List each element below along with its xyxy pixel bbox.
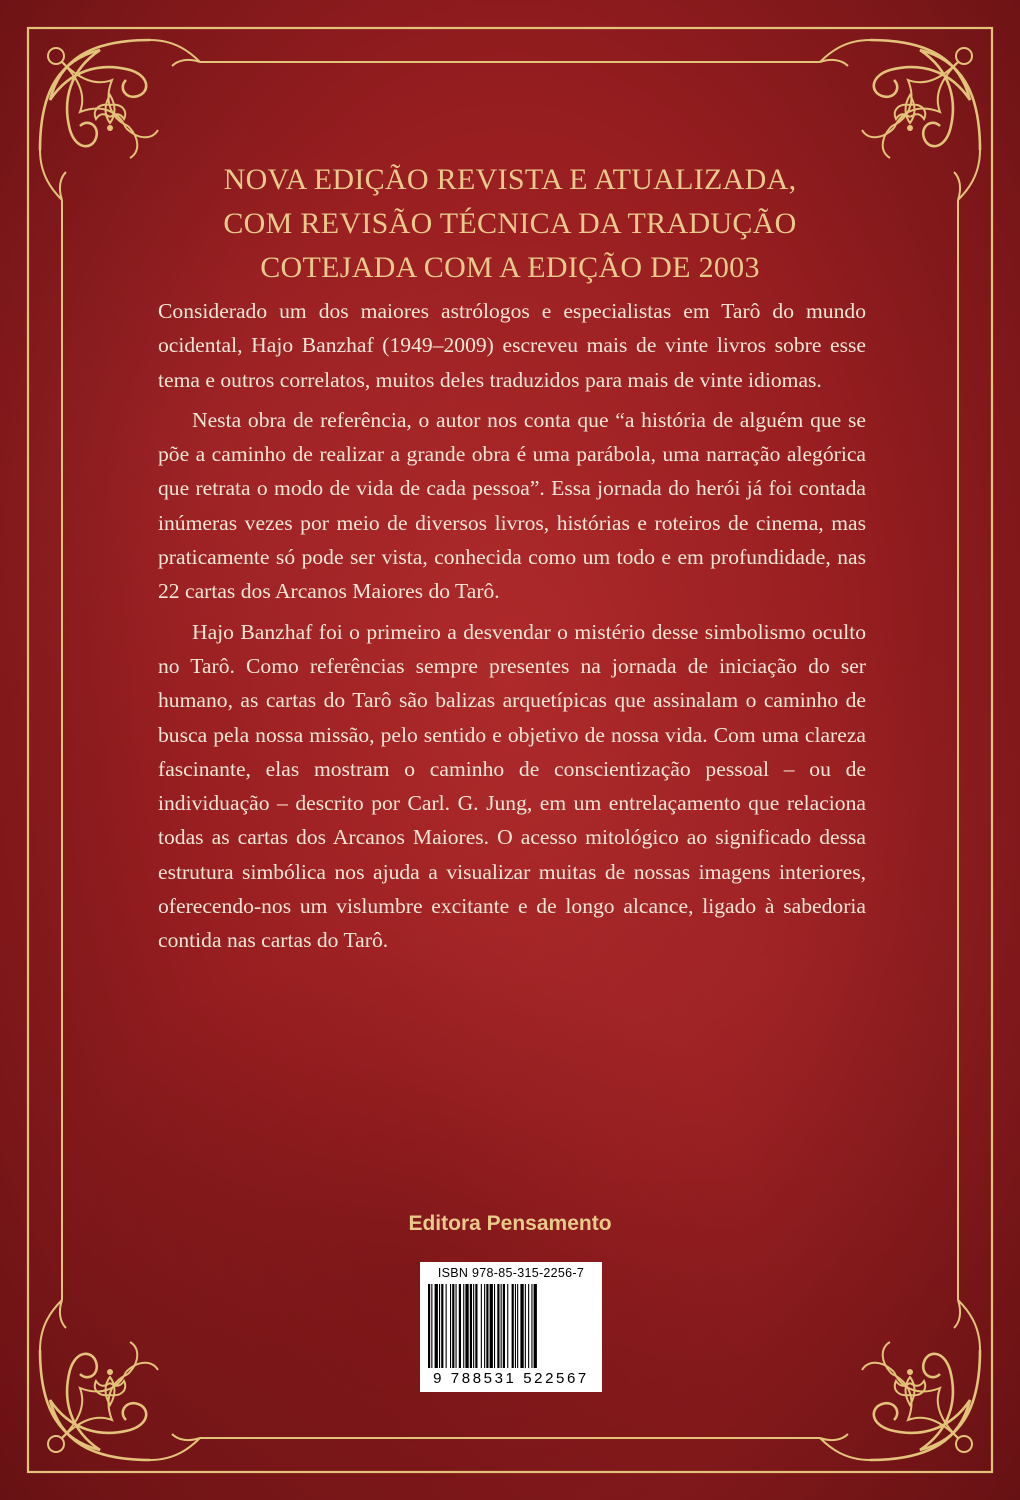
barcode-bar xyxy=(484,1284,485,1368)
publisher-name: Editora Pensamento xyxy=(408,1212,612,1235)
barcode-bar xyxy=(435,1284,438,1368)
barcode-bar xyxy=(525,1284,526,1368)
barcode-bar xyxy=(507,1284,508,1368)
barcode-bar xyxy=(503,1284,505,1368)
headline-line-2: COM REVISÃO TÉCNICA DA TRADUÇÃO xyxy=(223,207,797,240)
barcode-bar xyxy=(446,1284,447,1368)
barcode-bars xyxy=(428,1284,594,1368)
barcode-bar xyxy=(441,1284,443,1368)
barcode-bar xyxy=(501,1284,502,1368)
headline-line-3: COTEJADA COM A EDIÇÃO DE 2003 xyxy=(260,251,760,284)
barcode-bar xyxy=(486,1284,488,1368)
edition-headline xyxy=(120,158,900,290)
barcode-bar xyxy=(459,1284,461,1368)
headline-line-1: NOVA EDIÇÃO REVISTA E ATUALIZADA, xyxy=(223,163,797,196)
barcode-bar xyxy=(528,1284,529,1368)
barcode-bar xyxy=(456,1284,457,1368)
barcode-bar xyxy=(481,1284,482,1368)
barcode-bar xyxy=(465,1284,468,1368)
barcode-bar xyxy=(534,1284,537,1368)
barcode-bar xyxy=(490,1284,493,1368)
barcode-bar xyxy=(520,1284,523,1368)
barcode-bar xyxy=(452,1284,454,1368)
isbn-label: ISBN 978-85-315-2256-7 xyxy=(437,1266,585,1280)
barcode-digits: 9 788531 522567 xyxy=(433,1370,589,1387)
synopsis-paragraph-2: Nesta obra de referência, o autor nos conta que “a história de alguém que se põe a caminho de realizar a grande obra é uma parábola, uma narração alegórica que retrata o modo de vida de cada pessoa”. Essa jornada do herói já foi contada inúmeras vezes por meio de diversos livros, histórias e roteiros de cinema, mas praticamente só pode ser vista, conhecida como um todo e em profundidade, nas 22 cartas dos Arcanos Maiores do Tarô. xyxy=(158,407,866,604)
barcode-bar xyxy=(450,1284,451,1368)
synopsis-paragraph-3: Hajo Banzhaf foi o primeiro a desvendar o mistério desse simbolismo oculto no Tarô. Como referências sempre presentes na jornada de iniciação do ser humano, as cartas do Tarô são balizas arquetípicas que assinalam o caminho de busca pela nossa missão, pelo sentido e objetivo de nossa vida. Com uma clareza fascinante, elas mostram o caminho de conscientização pessoal – ou de individuação – descrito por Carl. G. Jung, em um entrelaçamento que relaciona todas as cartas dos Arcanos Maiores. O acesso mitológico ao significado dessa estrutura simbólica nos ajuda a visualizar muitas de nossas imagens interiores, oferecendo-nos um vislumbre excitante e de longo alcance, ligado à sabedoria contida nas cartas do Tarô. xyxy=(158,619,866,953)
barcode-bar xyxy=(515,1284,516,1368)
barcode-bar xyxy=(473,1284,474,1368)
barcode-bar xyxy=(439,1284,440,1368)
isbn-barcode xyxy=(420,1262,602,1392)
barcode-bar xyxy=(512,1284,514,1368)
barcode-bar xyxy=(531,1284,532,1368)
synopsis xyxy=(158,294,866,964)
barcode-bar xyxy=(475,1284,477,1368)
barcode-bar xyxy=(470,1284,472,1368)
synopsis-paragraph-1: Considerado um dos maiores astrólogos e especialistas em Tarô do mundo ocidental, Hajo Banzhaf (1949–2009) escreveu mais de vinte livros sobre esse tema e outros correlatos, muitos deles traduzidos para mais de vinte idiomas. xyxy=(158,299,866,392)
barcode-bar xyxy=(431,1284,432,1368)
barcode-bar xyxy=(494,1284,495,1368)
barcode-bar xyxy=(497,1284,499,1368)
barcode-bar xyxy=(517,1284,518,1368)
barcode-bar xyxy=(463,1284,464,1368)
barcode-bar xyxy=(428,1284,430,1368)
